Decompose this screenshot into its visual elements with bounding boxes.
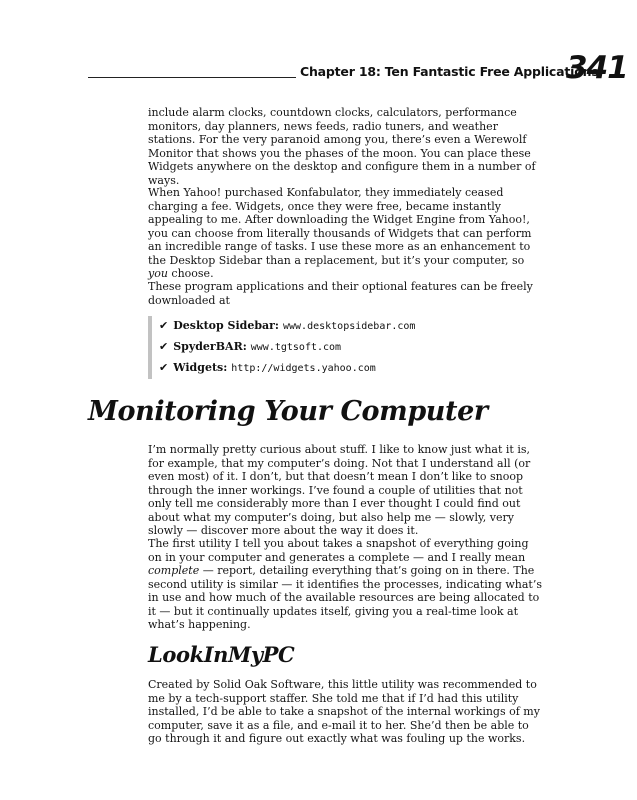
paragraph-curiosity: I’m normally pretty curious about stuff. I like to know just what it is, for example, that my computer’s doing. Not that I understand all (or even most) of it. I don’t, but that doesn’t mean I don’t like to snoop through the inner workings. I’ve found a couple of utilities that not only tell me considerably more than I ever thought I could find out about what my computer’s doing, but also help me — slowly, very slowly — discover more about the way it does it.: [148, 443, 531, 537]
bullet-url[interactable]: www.desktopsidebar.com: [283, 321, 416, 332]
bullet-url[interactable]: http://widgets.yahoo.com: [231, 363, 376, 374]
subsection-heading: LookInMyPC: [148, 642, 295, 667]
emphasis-text: you: [148, 267, 168, 280]
bullet-label: Widgets:: [173, 361, 228, 374]
paragraph-text: — report, detailing everything that’s going on in there. The second utility is similar — it identifies the processes, indicating what’s in use and how much of the available resources are being allocated to it — but it continually updates itself, giving you a real-time look at what’s happening.: [148, 564, 542, 631]
section-heading: Monitoring Your Computer: [88, 396, 488, 427]
list-item: [159, 316, 579, 337]
paragraph-yahoo-konfabulator: [148, 186, 542, 281]
paragraph-download-intro: These program applications and their optional features can be freely downloaded at: [148, 280, 533, 307]
paragraph-lookinmypc: Created by Solid Oak Software, this little utility was recommended to me by a tech-support staffer. She told me that if I’d had this utility installed, I’d be able to take a snapshot of the internal workings of my computer, save it as a file, and e-mail it to her. She’d then be able to go through it and figure out exactly what was fouling up the works.: [148, 678, 540, 745]
header-rule: [88, 77, 296, 78]
paragraph-text: The first utility I tell you about takes a snapshot of everything going on in your computer and generates a complete — and I really mean: [148, 537, 529, 564]
checkmark-icon: ✔: [159, 319, 169, 332]
bullet-label: SpyderBAR:: [173, 340, 247, 353]
list-item: [159, 337, 579, 358]
bullet-label: Desktop Sidebar:: [173, 319, 279, 332]
checkmark-icon: ✔: [159, 340, 169, 353]
paragraph-widgets-list: include alarm clocks, countdown clocks, calculators, performance monitors, day planners, news feeds, radio tuners, and weather stations. For the very paranoid among you, there’s even a Werewolf Monitor that shows you the phases of the moon. You can place these Widgets anywhere on the desktop and configure them in a number of ways.: [148, 106, 536, 187]
download-list: [148, 316, 579, 379]
checkmark-icon: ✔: [159, 361, 169, 374]
page-number: 341: [566, 50, 628, 86]
paragraph-first-utility: [148, 537, 542, 632]
bullet-url[interactable]: www.tgtsoft.com: [250, 342, 342, 353]
paragraph-text: choose.: [167, 267, 214, 280]
list-item: [159, 358, 579, 379]
emphasis-text: complete: [148, 564, 200, 577]
paragraph-text: When Yahoo! purchased Konfabulator, they immediately ceased charging a fee. Widgets, once they were free, became instantly appealing to me. After downloading the Widget Engine from Yahoo!, you can choose from literally thousands of Widgets that can perform an incredible range of tasks. I use these more as an enhancement to the Desktop Sidebar than a replacement, but it’s your computer, so: [148, 186, 532, 267]
chapter-title: Chapter 18: Ten Fantastic Free Applications: [300, 64, 599, 79]
